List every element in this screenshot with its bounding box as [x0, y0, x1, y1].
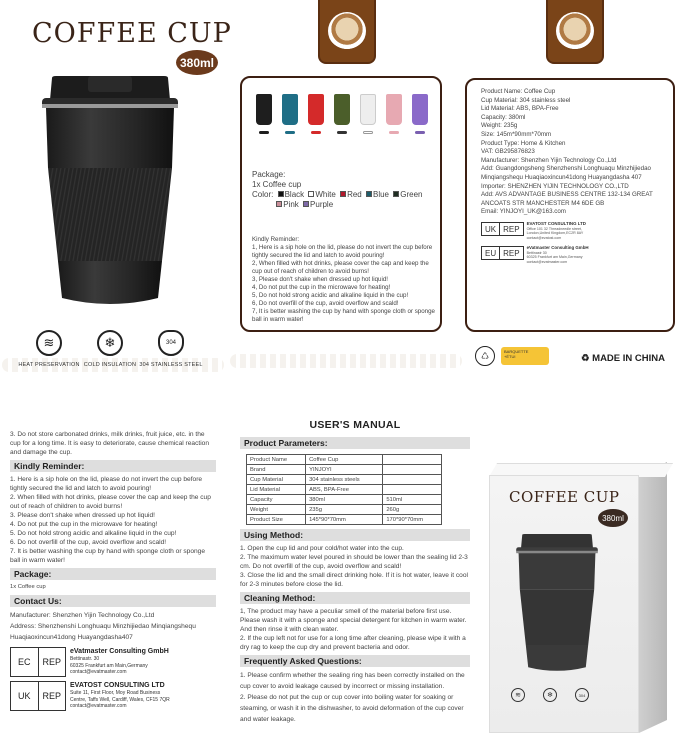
package-label: Package:	[252, 170, 286, 179]
using-heading: Using Method:	[240, 529, 470, 541]
reminder-item: 6, Do not overfill of the cup, avoid overflow and scald!	[252, 300, 399, 307]
table-row	[247, 465, 442, 475]
coffee-brand-tag	[318, 0, 376, 64]
ec-rep-block: EC REP eVatmaster Consulting GmbH Bettinastr. 30 60325 Frankfurt am Main,Germany contact@evatmaster.com	[10, 647, 216, 677]
color-swatches	[256, 94, 428, 134]
swatch-black	[256, 94, 272, 134]
uk-rep-block: UK REP EVATOST CONSULTING LTD Suite 11, First Floor, Moy Road Business Centre, Taffs Well, Cardiff, Wales, CF15 7QR contact@evatmaster.com	[10, 681, 216, 711]
table-cell	[383, 465, 442, 475]
spec-line: Capacity: 380ml	[481, 113, 526, 121]
swatch-red	[308, 94, 324, 134]
contact-heading: Contact Us:	[10, 595, 216, 607]
params-heading: Product Parameters:	[240, 437, 470, 449]
table-cell: 510ml	[383, 495, 442, 505]
manual-left-panel	[0, 430, 232, 744]
triman-icon: ♺	[475, 346, 495, 366]
uk-rep-badge: UK REP	[10, 681, 66, 711]
spec-line: Email: YINJOYI_UK@163.com	[481, 208, 566, 216]
params-table	[246, 454, 442, 525]
table-cell: Capacity	[247, 495, 306, 505]
spec-line: Size: 145m*90mm*70mm	[481, 130, 552, 138]
snowflake-icon: ❄	[543, 688, 557, 702]
colors-panel	[226, 0, 466, 380]
reminder-item: 7, It is better washing the cup by hand with sponge cloth or sponge ball in warm water!	[252, 308, 435, 323]
spec-line: Cup Material: 304 stainless steel	[481, 96, 571, 104]
spec-line: Product Name: Coffee Cup	[481, 88, 556, 95]
info-frame	[240, 76, 442, 332]
swatch-green	[334, 94, 350, 134]
recycle-icon: ♻	[581, 353, 593, 364]
table-row	[247, 505, 442, 515]
feature-label: 304 STAINLESS STEEL	[139, 362, 203, 368]
triman-label: BARQUETTE +ÉTUI	[501, 347, 549, 365]
hero-panel	[0, 0, 232, 380]
reminder-item: 2, When filled with hot drinks, please cover the cap and keep the cup out of reach of children to avoid burns!	[252, 260, 429, 275]
feature-steel	[136, 330, 206, 368]
box-side	[639, 462, 667, 733]
table-row	[247, 475, 442, 485]
spec-line: VAT: GB295876823	[481, 148, 535, 156]
box-volume-badge: 380ml	[598, 509, 628, 527]
cleaning-heading: Cleaning Method:	[240, 592, 470, 604]
spec-panel	[453, 0, 679, 380]
manual-item: 3. Do not store carbonated drinks, milk drinks, fruit juice, etc. in the cup for a long time. It is easy to deteriorate, cause chemical reaction and damage the cup.	[10, 431, 210, 456]
table-cell: ABS, BPA-Free	[306, 485, 383, 495]
table-cell: 380ml	[306, 495, 383, 505]
shield-304-icon: 304	[575, 688, 589, 702]
shield-304-icon: 304	[158, 330, 184, 356]
uk-rep-badge: UK REP	[481, 222, 524, 236]
color-list: Color: Black White Red Blue Green Pink Purple	[252, 190, 423, 209]
kindly-reminder-heading: Kindly Reminder:	[10, 460, 216, 472]
spec-line: Add: AVS ADVANTAGE BUSINESS CENTRE 132-134 GREAT ANCOATS STR MANCHESTER M4 6DE GB	[481, 191, 653, 207]
table-row	[247, 485, 442, 495]
recycling-logos	[475, 346, 549, 366]
table-cell	[383, 455, 442, 465]
table-cell: Coffee Cup	[306, 455, 383, 465]
address: Address: Shenzhenshi Longhuaqu Minzhijiedao Minqiangshequ Huaqiaoxincun41dong Huayangdasha407	[10, 623, 196, 641]
swatch-pink	[386, 94, 402, 134]
snowflake-icon: ❄	[97, 330, 123, 356]
feature-label: COLD INSULATION	[83, 362, 137, 368]
swatch-white	[360, 94, 376, 134]
ec-rep-badge: EC REP	[10, 647, 66, 677]
made-in-china: ♻ MADE IN CHINA	[581, 353, 665, 364]
table-cell: 304 stainless steels	[306, 475, 383, 485]
reminder-item: 4, Do not put the cup in the microwave for heating!	[252, 284, 391, 291]
reminder-title: Kindly Reminder:	[252, 236, 300, 243]
volume-badge: 380ml	[176, 50, 218, 75]
coffee-cup-logo-icon	[556, 12, 594, 50]
coffee-brand-tag	[546, 0, 604, 64]
eu-rep-badge: EU REP	[481, 246, 524, 260]
spec-line: Manufacturer: Shenzhen Yijin Technology Co.,Ltd	[481, 156, 617, 164]
box-cup-image	[515, 523, 599, 683]
table-row	[247, 515, 442, 525]
manual-mid-panel	[240, 415, 470, 744]
users-manual-title: USER'S MANUAL	[309, 419, 401, 431]
table-cell	[383, 475, 442, 485]
table-cell	[383, 485, 442, 495]
table-cell: 170*90*70mm	[383, 515, 442, 525]
feature-heat	[14, 330, 84, 368]
table-cell: Brand	[247, 465, 306, 475]
reminder-list: 1. Here is a sip hole on the lid, please do not invert the cup before tightly secured the lid and latch to avoid pouring! 2. When filled with hot drinks, please cover the cap and keep the cup out of reach of children to avoid burns! 3. Please don't shake when dressed up hot liquid! 4. Do not put the cup in the microwave for heating! 5. Do not hold strong acidic and alkaline liquid in the cup! 6. Do not overfill of the cup, avoid overflow and scald! 7. It is better washing the cup by hand with sponge cloth or sponge ball in warm water!	[10, 476, 211, 564]
table-cell: 145*90*70mm	[306, 515, 383, 525]
package-heading: Package:	[10, 568, 216, 580]
coffee-cup-logo-icon	[328, 12, 366, 50]
reminder-item: 5, Do not hold strong acidic and alkaline liquid in the cup!	[252, 292, 409, 299]
reminder-item: 3, Please don't shake when dressed up hot liquid!	[252, 276, 389, 283]
box-photo-panel	[475, 430, 679, 744]
manufacturer: Manufacturer: Shenzhen Yijin Technology Co.,Ltd	[10, 612, 155, 619]
heat-waves-icon: ≋	[36, 330, 62, 356]
package-item: 1x Coffee cup	[10, 584, 46, 590]
swatch-purple	[412, 94, 428, 134]
spec-line: Lid Material: ABS, BPA-Free	[481, 105, 559, 113]
spec-line: Product Type: Home & Kitchen	[481, 139, 566, 147]
feature-label: HEAT PRESERVATION	[18, 362, 80, 368]
table-cell: Product Size	[247, 515, 306, 525]
table-row	[247, 495, 442, 505]
heat-waves-icon: ≋	[511, 688, 525, 702]
spec-list	[481, 88, 667, 265]
table-cell: Weight	[247, 505, 306, 515]
faq-heading: Frequently Asked Questions:	[240, 655, 470, 667]
spec-line: Weight: 235g	[481, 122, 518, 130]
product-title: COFFEE CUP	[32, 18, 232, 49]
reminder-item: 1, Here is a sip hole on the lid, please do not invert the cup before tightly secured the lid and latch to avoid pouring!	[252, 244, 433, 259]
feature-cold	[75, 330, 145, 368]
using-list: 1. Open the cup lid and pour cold/hot water into the cup. 2. The maximum water level poured in should be lower than the sealing lid 2-3 cm. Do not overfill of the cup, avoid overflow and scald! 3. Close the lid and the small direct drinking hole. If it is hot water, leave it cool for 2-3 minutes before close the lid.	[240, 545, 468, 588]
spec-line: Importer: SHENZHEN YIJIN TECHNOLOGY CO.,LTD	[481, 182, 629, 190]
coffee-cup-image	[40, 76, 180, 306]
uk-rep-block: UK REP EVATOST CONSULTING LTD Office 101 32 Threadneedle street, London,United Kingdom,EC2R 8AY contact@evatost.com	[481, 222, 667, 240]
eu-rep-block: EU REP eVatmaster Consulting GmbH Bettinastr 30 60325 Frankfurt am Main,Germany contact@evatmaster.com	[481, 246, 667, 264]
package-info	[252, 170, 438, 210]
table-cell: 235g	[306, 505, 383, 515]
faq-list: 1. Please confirm whether the sealing ring has been correctly installed on the cup cover to avoid leakage caused by incorrect or missing installation. 2. Please do not put the cup or cup cover into boiling water for soaking or steaming, or wash it in the dishwasher, to avoid deformation of the cup cover and water leakage.	[240, 672, 465, 723]
cleaning-list: 1, The product may have a peculiar smell of the material before first use. Please wash it with a sponge and special detergent for kitchen in warm water. And then rinse it with clean water. 2. If the cup left not for use for a long time after cleaning, please wipe it with a dry rag to keep the cup dry and prevent bacteria and odor.	[240, 608, 467, 651]
box-feature-icons	[511, 688, 589, 702]
swatch-blue	[282, 94, 298, 134]
table-cell: YINJOYI	[306, 465, 383, 475]
table-cell: 260g	[383, 505, 442, 515]
table-row	[247, 455, 442, 465]
ornament-divider	[230, 354, 462, 368]
spec-line: Add: Guangdongsheng Shenzhenshi Longhuaqu Minzhijiedao Minqiangshequ Huaqiaoxincun41dong Huayangdasha 407	[481, 165, 651, 181]
package-item: 1x Coffee cup	[252, 180, 302, 189]
box-title: COFFEE CUP	[509, 488, 620, 506]
table-cell: Product Name	[247, 455, 306, 465]
table-cell: Lid Material	[247, 485, 306, 495]
table-cell: Cup Material	[247, 475, 306, 485]
kindly-reminder	[252, 236, 440, 324]
spec-frame	[465, 78, 675, 332]
